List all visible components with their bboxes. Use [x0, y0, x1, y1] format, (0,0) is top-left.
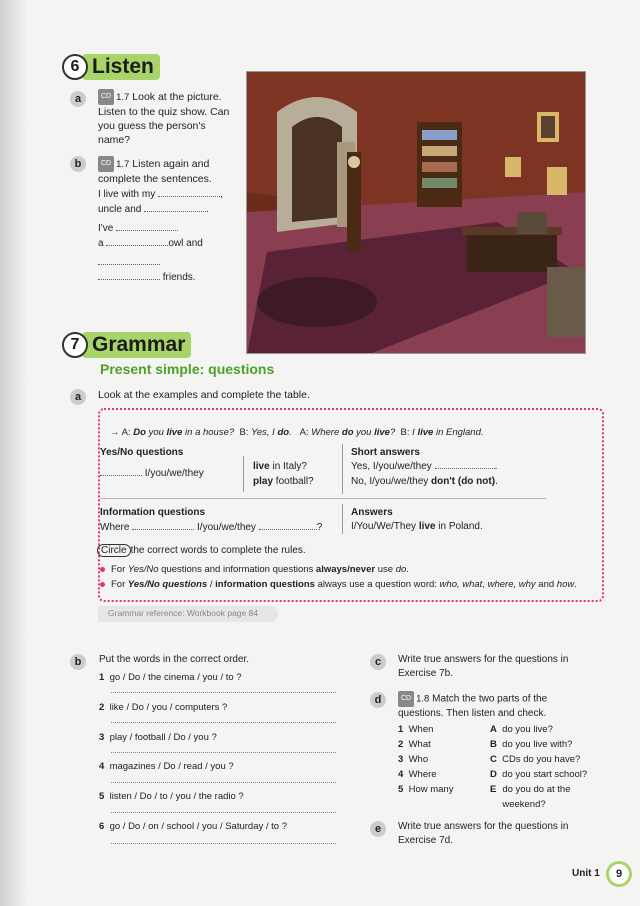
list-item: 4 Where	[398, 769, 437, 780]
page-number-badge	[606, 861, 632, 887]
exercise-7a-tag: a	[70, 387, 86, 405]
answer-line[interactable]	[111, 752, 336, 753]
cd-icon[interactable]: CD	[98, 89, 114, 105]
list-item: C CDs do you have?	[490, 754, 581, 765]
exercise-6a-text: CD 1.7 Look at the picture. Listen to the quiz show. Can you guess the person's name?	[98, 90, 230, 146]
section-number: 6	[62, 54, 88, 80]
answers-row: I/You/We/They live in Poland.	[351, 521, 483, 532]
yes-no-questions-heading: Yes/No questions	[100, 447, 184, 458]
circle-instruction: Circle the correct words to complete the rules.	[97, 544, 306, 558]
short-answers-rows: Yes, I/you/we/they . No, I/you/we/they don't (do not).	[351, 461, 498, 487]
rule-2: For Yes/No questions / information questions always use a question word: who, what, where, why and how.	[100, 578, 577, 592]
exercise-7d-tag: d	[370, 690, 386, 708]
list-item: 3 Who	[398, 754, 429, 765]
information-question-row: Where I/you/we/they ?	[100, 522, 323, 533]
answer-line[interactable]	[111, 812, 336, 813]
match-left-column	[398, 722, 453, 797]
answer-line[interactable]	[111, 692, 336, 693]
list-item: 6 go / Do / on / school / you / Saturday / to ?	[99, 821, 288, 832]
table-divider	[243, 456, 244, 492]
cd-icon[interactable]: CD	[398, 691, 414, 707]
exercise-6b-text: CD 1.7 Listen again and complete the sentences.	[98, 157, 212, 185]
unit-label: Unit 1	[572, 868, 600, 879]
table-separator	[100, 498, 546, 499]
list-item: D do you start school?	[490, 769, 588, 780]
match-right-column	[490, 722, 600, 812]
exercise-6a-tag: a	[70, 89, 86, 107]
section-number: 7	[62, 332, 88, 358]
exercise-7e-tag: e	[370, 819, 386, 837]
exercise-7d-text: CD 1.8 Match the two parts of the questions. Then listen and check.	[398, 691, 588, 721]
list-item: 3 play / football / Do / you ?	[99, 732, 217, 743]
exercise-6b-tag: b	[70, 154, 86, 172]
list-item: E do you do at the weekend?	[490, 784, 571, 810]
yes-no-question-row: I/you/we/they	[100, 466, 204, 481]
list-item: 2 like / Do / you / computers ?	[99, 702, 228, 713]
book-spine-shadow	[0, 0, 28, 906]
answer-line[interactable]	[111, 722, 336, 723]
list-item: 1 go / Do / the cinema / you / to ?	[99, 672, 242, 683]
list-item: B do you live with?	[490, 739, 573, 750]
exercise-7c-text: Write true answers for the questions in Exercise 7b.	[398, 654, 569, 679]
section-7-heading	[62, 332, 191, 358]
answer-line[interactable]	[111, 782, 336, 783]
list-item: 5 How many	[398, 784, 454, 795]
information-questions-heading: Information questions	[100, 507, 205, 518]
cd-icon[interactable]: CD	[98, 156, 114, 172]
grammar-subtitle: Present simple: questions	[100, 361, 275, 377]
rule-1: For Yes/No questions and information questions always/never use do.	[100, 563, 409, 577]
page-number: 9	[609, 864, 629, 884]
exercise-7e-text: Write true answers for the questions in Exercise 7d.	[398, 821, 569, 846]
quiz-show-room-illustration	[246, 71, 586, 354]
example-line: → A: Do you live in a house? B: Yes, I do. A: Where do you live? B: I live in England.	[110, 427, 484, 438]
section-title: Listen	[82, 54, 160, 80]
exercise-7b-text: Put the words in the correct order.	[99, 654, 250, 665]
list-item: 5 listen / Do / to / you / the radio ?	[99, 791, 244, 802]
list-item: 1 When	[398, 724, 434, 735]
exercise-7b-tag: b	[70, 652, 86, 670]
table-divider	[342, 444, 343, 494]
exercise-6b-sentences: I live with my , uncle and . I've a owl and friends.	[98, 189, 223, 283]
list-item: 2 What	[398, 739, 431, 750]
section-6-heading	[62, 54, 160, 80]
yes-no-verbs: live in Italy? play football?	[253, 461, 314, 487]
table-divider	[342, 504, 343, 534]
list-item: 4 magazines / Do / read / you ?	[99, 761, 234, 772]
section-title: Grammar	[82, 332, 191, 358]
answers-heading: Answers	[351, 507, 393, 518]
exercise-7c-tag: c	[370, 652, 386, 670]
exercise-7a-text: Look at the examples and complete the table.	[98, 389, 310, 401]
answer-line[interactable]	[111, 843, 336, 844]
short-answers-heading: Short answers	[351, 447, 420, 458]
grammar-reference: Grammar reference: Workbook page 84	[108, 608, 259, 618]
list-item: A do you live?	[490, 724, 553, 735]
